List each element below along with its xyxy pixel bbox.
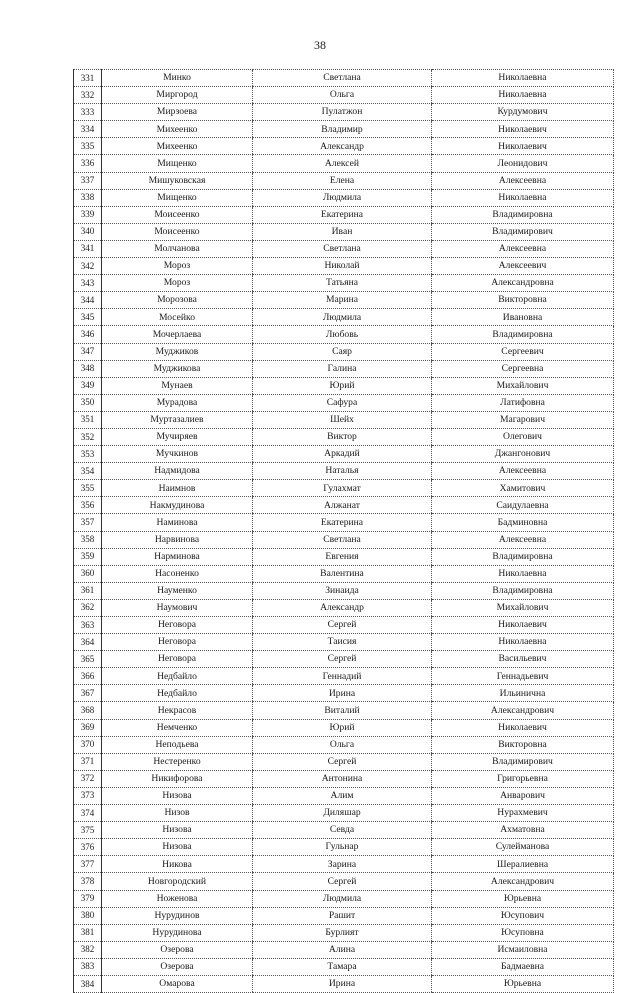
patronymic-cell: Викторовна: [432, 736, 614, 753]
surname-cell: Озерова: [102, 941, 253, 958]
surname-cell: Мирзоева: [102, 104, 253, 121]
row-number: 364: [74, 634, 102, 651]
patronymic-cell: Александрович: [432, 702, 614, 719]
first-name-cell: Юрий: [253, 377, 432, 394]
patronymic-cell: Латифовна: [432, 394, 614, 411]
patronymic-cell: Бадмаевна: [432, 958, 614, 975]
row-number: 369: [74, 719, 102, 736]
row-number: 335: [74, 138, 102, 155]
patronymic-cell: Николаевич: [432, 719, 614, 736]
surname-cell: Нарминова: [102, 548, 253, 565]
first-name-cell: Бурлият: [253, 924, 432, 941]
row-number: 375: [74, 822, 102, 839]
table-row: [74, 805, 614, 822]
row-number: 337: [74, 172, 102, 189]
patronymic-cell: Михайлович: [432, 377, 614, 394]
table-row: [74, 87, 614, 104]
first-name-cell: Светлана: [253, 531, 432, 548]
first-name-cell: Виктор: [253, 428, 432, 445]
patronymic-cell: Юсуповна: [432, 924, 614, 941]
surname-cell: Никова: [102, 856, 253, 873]
patronymic-cell: Магарович: [432, 411, 614, 428]
patronymic-cell: Исмаиловна: [432, 941, 614, 958]
first-name-cell: Валентина: [253, 565, 432, 582]
page-number: 38: [314, 38, 326, 52]
first-name-cell: Иван: [253, 223, 432, 240]
surname-cell: Нурудинов: [102, 907, 253, 924]
row-number: 363: [74, 617, 102, 634]
table-row: [74, 548, 614, 565]
patronymic-cell: Леонидович: [432, 155, 614, 172]
surname-cell: Молчанова: [102, 240, 253, 257]
first-name-cell: Алексей: [253, 155, 432, 172]
surname-cell: Омарова: [102, 975, 253, 992]
first-name-cell: Гульнар: [253, 839, 432, 856]
surname-cell: Неговора: [102, 617, 253, 634]
table-row: [74, 172, 614, 189]
surname-cell: Морозова: [102, 292, 253, 309]
row-number: 368: [74, 702, 102, 719]
patronymic-cell: Хамитович: [432, 480, 614, 497]
row-number: 381: [74, 924, 102, 941]
row-number: 352: [74, 428, 102, 445]
surname-cell: Михеенко: [102, 138, 253, 155]
table-row: [74, 924, 614, 941]
first-name-cell: Сергей: [253, 753, 432, 770]
table-row: [74, 155, 614, 172]
surname-cell: Миргород: [102, 87, 253, 104]
row-number: 346: [74, 326, 102, 343]
table-row: [74, 719, 614, 736]
row-number: 356: [74, 497, 102, 514]
row-number: 384: [74, 975, 102, 992]
first-name-cell: Екатерина: [253, 206, 432, 223]
patronymic-cell: Геннадьевич: [432, 668, 614, 685]
table-row: [74, 394, 614, 411]
row-number: 366: [74, 668, 102, 685]
first-name-cell: Сергей: [253, 651, 432, 668]
first-name-cell: Алжанат: [253, 497, 432, 514]
first-name-cell: Евгения: [253, 548, 432, 565]
table-row: [74, 240, 614, 257]
surname-cell: Низов: [102, 805, 253, 822]
table-row: [74, 411, 614, 428]
patronymic-cell: Анварович: [432, 787, 614, 804]
first-name-cell: Пулатжон: [253, 104, 432, 121]
patronymic-cell: Ахматовна: [432, 822, 614, 839]
surname-cell: Мунаев: [102, 377, 253, 394]
table-row: [74, 736, 614, 753]
table-row: [74, 907, 614, 924]
table-row: [74, 634, 614, 651]
patronymic-cell: Нурахмевич: [432, 805, 614, 822]
surname-cell: Нарвинова: [102, 531, 253, 548]
first-name-cell: Наталья: [253, 463, 432, 480]
patronymic-cell: Шералиевна: [432, 856, 614, 873]
surname-cell: Мищенко: [102, 189, 253, 206]
first-name-cell: Екатерина: [253, 514, 432, 531]
patronymic-cell: Николаевич: [432, 617, 614, 634]
first-name-cell: Зинаида: [253, 582, 432, 599]
first-name-cell: Севда: [253, 822, 432, 839]
surname-cell: Низова: [102, 822, 253, 839]
table-row: [74, 651, 614, 668]
first-name-cell: Людмила: [253, 189, 432, 206]
table-row: [74, 856, 614, 873]
roster-body: [74, 70, 614, 993]
first-name-cell: Алим: [253, 787, 432, 804]
first-name-cell: Любовь: [253, 326, 432, 343]
table-row: [74, 617, 614, 634]
row-number: 370: [74, 736, 102, 753]
row-number: 353: [74, 446, 102, 463]
row-number: 343: [74, 275, 102, 292]
table-row: [74, 121, 614, 138]
first-name-cell: Александр: [253, 599, 432, 616]
patronymic-cell: Викторовна: [432, 292, 614, 309]
patronymic-cell: Алексеевич: [432, 258, 614, 275]
first-name-cell: Светлана: [253, 70, 432, 87]
surname-cell: Науменко: [102, 582, 253, 599]
patronymic-cell: Олегович: [432, 428, 614, 445]
surname-cell: Недбайло: [102, 685, 253, 702]
patronymic-cell: Юсупович: [432, 907, 614, 924]
first-name-cell: Виталий: [253, 702, 432, 719]
first-name-cell: Рашит: [253, 907, 432, 924]
table-row: [74, 770, 614, 787]
patronymic-cell: Васильевич: [432, 651, 614, 668]
first-name-cell: Николай: [253, 258, 432, 275]
patronymic-cell: Саидулаевна: [432, 497, 614, 514]
row-number: 380: [74, 907, 102, 924]
patronymic-cell: Владимировна: [432, 582, 614, 599]
table-row: [74, 104, 614, 121]
table-row: [74, 822, 614, 839]
surname-cell: Мучкинов: [102, 446, 253, 463]
row-number: 345: [74, 309, 102, 326]
first-name-cell: Светлана: [253, 240, 432, 257]
surname-cell: Муджиков: [102, 343, 253, 360]
surname-cell: Муртазалиев: [102, 411, 253, 428]
surname-cell: Мищенко: [102, 155, 253, 172]
table-row: [74, 292, 614, 309]
surname-cell: Наумович: [102, 599, 253, 616]
row-number: 379: [74, 890, 102, 907]
surname-cell: Неподьева: [102, 736, 253, 753]
surname-cell: Неговора: [102, 634, 253, 651]
row-number: 377: [74, 856, 102, 873]
table-row: [74, 258, 614, 275]
patronymic-cell: Сергеевна: [432, 360, 614, 377]
table-row: [74, 189, 614, 206]
row-number: 340: [74, 223, 102, 240]
first-name-cell: Диляшар: [253, 805, 432, 822]
patronymic-cell: Николаевна: [432, 634, 614, 651]
patronymic-cell: Алексеевна: [432, 240, 614, 257]
table-row: [74, 582, 614, 599]
surname-cell: Наимнов: [102, 480, 253, 497]
row-number: 348: [74, 360, 102, 377]
first-name-cell: Людмила: [253, 890, 432, 907]
surname-cell: Муджикова: [102, 360, 253, 377]
surname-cell: Никифорова: [102, 770, 253, 787]
patronymic-cell: Ивановна: [432, 309, 614, 326]
row-number: 336: [74, 155, 102, 172]
table-row: [74, 326, 614, 343]
patronymic-cell: Александровна: [432, 275, 614, 292]
row-number: 339: [74, 206, 102, 223]
patronymic-cell: Алексеевна: [432, 531, 614, 548]
table-row: [74, 873, 614, 890]
first-name-cell: Сергей: [253, 873, 432, 890]
table-row: [74, 377, 614, 394]
table-row: [74, 958, 614, 975]
row-number: 355: [74, 480, 102, 497]
row-number: 383: [74, 958, 102, 975]
patronymic-cell: Владимирович: [432, 753, 614, 770]
table-row: [74, 839, 614, 856]
patronymic-cell: Владимировна: [432, 326, 614, 343]
row-number: 373: [74, 787, 102, 804]
row-number: 332: [74, 87, 102, 104]
row-number: 342: [74, 258, 102, 275]
first-name-cell: Владимир: [253, 121, 432, 138]
surname-cell: Мурадова: [102, 394, 253, 411]
row-number: 358: [74, 531, 102, 548]
patronymic-cell: Алексеевна: [432, 172, 614, 189]
table-row: [74, 138, 614, 155]
surname-cell: Мороз: [102, 275, 253, 292]
first-name-cell: Таисия: [253, 634, 432, 651]
first-name-cell: Александр: [253, 138, 432, 155]
surname-cell: Моисеенко: [102, 206, 253, 223]
first-name-cell: Марина: [253, 292, 432, 309]
first-name-cell: Людмила: [253, 309, 432, 326]
row-number: 341: [74, 240, 102, 257]
surname-cell: Мосейко: [102, 309, 253, 326]
row-number: 331: [74, 70, 102, 87]
first-name-cell: Елена: [253, 172, 432, 189]
first-name-cell: Ирина: [253, 975, 432, 992]
table-row: [74, 223, 614, 240]
table-row: [74, 941, 614, 958]
row-number: 347: [74, 343, 102, 360]
surname-cell: Некрасов: [102, 702, 253, 719]
surname-cell: Озерова: [102, 958, 253, 975]
row-number: 374: [74, 805, 102, 822]
row-number: 354: [74, 463, 102, 480]
surname-cell: Насоненко: [102, 565, 253, 582]
table-row: [74, 787, 614, 804]
patronymic-cell: Юрьевна: [432, 975, 614, 992]
first-name-cell: Антонина: [253, 770, 432, 787]
table-row: [74, 275, 614, 292]
patronymic-cell: Сулейманова: [432, 839, 614, 856]
surname-cell: Накмудинова: [102, 497, 253, 514]
first-name-cell: Юрий: [253, 719, 432, 736]
surname-cell: Неговора: [102, 651, 253, 668]
row-number: 350: [74, 394, 102, 411]
table-row: [74, 702, 614, 719]
surname-cell: Надмидова: [102, 463, 253, 480]
table-row: [74, 497, 614, 514]
table-row: [74, 480, 614, 497]
table-row: [74, 531, 614, 548]
first-name-cell: Ольга: [253, 736, 432, 753]
patronymic-cell: Алексеевна: [432, 463, 614, 480]
patronymic-cell: Григорьевна: [432, 770, 614, 787]
surname-cell: Немченко: [102, 719, 253, 736]
patronymic-cell: Владимировна: [432, 548, 614, 565]
row-number: 349: [74, 377, 102, 394]
first-name-cell: Саяр: [253, 343, 432, 360]
first-name-cell: Ольга: [253, 87, 432, 104]
table-row: [74, 360, 614, 377]
row-number: 359: [74, 548, 102, 565]
surname-cell: Нестеренко: [102, 753, 253, 770]
surname-cell: Новгородский: [102, 873, 253, 890]
table-row: [74, 685, 614, 702]
surname-cell: Мочерлаева: [102, 326, 253, 343]
surname-cell: Минко: [102, 70, 253, 87]
table-row: [74, 70, 614, 87]
patronymic-cell: Юрьевна: [432, 890, 614, 907]
table-row: [74, 753, 614, 770]
patronymic-cell: Джангонович: [432, 446, 614, 463]
patronymic-cell: Николаевна: [432, 70, 614, 87]
table-row: [74, 565, 614, 582]
name-roster-table: [73, 69, 614, 993]
patronymic-cell: Курдумович: [432, 104, 614, 121]
row-number: 360: [74, 565, 102, 582]
patronymic-cell: Владимирович: [432, 223, 614, 240]
row-number: 334: [74, 121, 102, 138]
first-name-cell: Алина: [253, 941, 432, 958]
patronymic-cell: Ильинична: [432, 685, 614, 702]
surname-cell: Низова: [102, 787, 253, 804]
row-number: 338: [74, 189, 102, 206]
surname-cell: Нурудинова: [102, 924, 253, 941]
patronymic-cell: Александрович: [432, 873, 614, 890]
first-name-cell: Ирина: [253, 685, 432, 702]
row-number: 361: [74, 582, 102, 599]
row-number: 376: [74, 839, 102, 856]
patronymic-cell: Николаевич: [432, 138, 614, 155]
table-row: [74, 206, 614, 223]
patronymic-cell: Сергеевич: [432, 343, 614, 360]
first-name-cell: Татьяна: [253, 275, 432, 292]
row-number: 365: [74, 651, 102, 668]
patronymic-cell: Владимировна: [432, 206, 614, 223]
surname-cell: Наминова: [102, 514, 253, 531]
first-name-cell: Галина: [253, 360, 432, 377]
patronymic-cell: Николаевна: [432, 565, 614, 582]
patronymic-cell: Михайлович: [432, 599, 614, 616]
table-row: [74, 446, 614, 463]
table-row: [74, 343, 614, 360]
row-number: 344: [74, 292, 102, 309]
surname-cell: Моисеенко: [102, 223, 253, 240]
table-row: [74, 463, 614, 480]
first-name-cell: Тамара: [253, 958, 432, 975]
row-number: 333: [74, 104, 102, 121]
row-number: 382: [74, 941, 102, 958]
surname-cell: Низова: [102, 839, 253, 856]
row-number: 362: [74, 599, 102, 616]
first-name-cell: Сергей: [253, 617, 432, 634]
surname-cell: Мишуковская: [102, 172, 253, 189]
table-row: [74, 428, 614, 445]
first-name-cell: Сафура: [253, 394, 432, 411]
first-name-cell: Зарина: [253, 856, 432, 873]
first-name-cell: Шейх: [253, 411, 432, 428]
table-row: [74, 668, 614, 685]
patronymic-cell: Николаевна: [432, 87, 614, 104]
surname-cell: Ноженова: [102, 890, 253, 907]
patronymic-cell: Бадминовна: [432, 514, 614, 531]
patronymic-cell: Николаевич: [432, 121, 614, 138]
surname-cell: Мучиряев: [102, 428, 253, 445]
table-row: [74, 514, 614, 531]
row-number: 367: [74, 685, 102, 702]
first-name-cell: Аркадий: [253, 446, 432, 463]
table-row: [74, 599, 614, 616]
row-number: 372: [74, 770, 102, 787]
row-number: 351: [74, 411, 102, 428]
surname-cell: Михеенко: [102, 121, 253, 138]
row-number: 378: [74, 873, 102, 890]
surname-cell: Мороз: [102, 258, 253, 275]
row-number: 371: [74, 753, 102, 770]
table-row: [74, 975, 614, 992]
first-name-cell: Геннадий: [253, 668, 432, 685]
patronymic-cell: Николаевна: [432, 189, 614, 206]
row-number: 357: [74, 514, 102, 531]
first-name-cell: Гулахмат: [253, 480, 432, 497]
table-row: [74, 309, 614, 326]
surname-cell: Недбайло: [102, 668, 253, 685]
